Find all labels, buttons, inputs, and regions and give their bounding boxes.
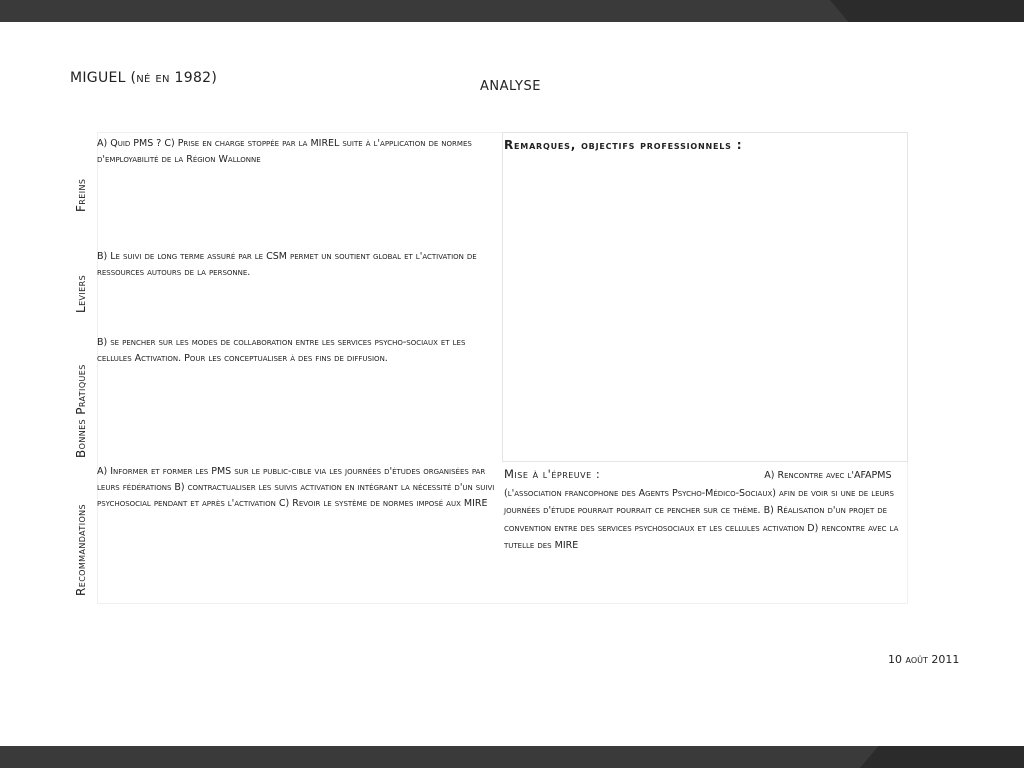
mise-a-lepreuve-text: A) Rencontre avec l'AFAPMS (l'association francophone des Agents Psycho-Médico-Sociaux) afin de voir si une de leurs journées d'étude pourrait pourrait ce pencher sur ce thème. B) Réalisation d'un projet de convention entre des services psychosociaux et les cellules activation D) rencontre avec la tutelle des MIRE bbox=[504, 470, 899, 551]
person-name: MIGUEL (né en 1982) bbox=[70, 70, 218, 86]
row-label-recommandations: Recommandations bbox=[74, 503, 88, 596]
footer-date: 10 août 2011 bbox=[888, 653, 960, 666]
remarks-heading: Remarques, objectifs professionnels : bbox=[504, 138, 743, 152]
top-bar-shade bbox=[830, 0, 1024, 22]
bonnes-pratiques-text: B) se pencher sur les modes de collaboration entre les services psycho-sociaux et les cellules Activation. Pour les conceptualiser à des fins de diffusion. bbox=[97, 337, 466, 364]
row-label-leviers: Leviers bbox=[74, 274, 88, 313]
row-label-bonnes-pratiques: Bonnes Pratiques bbox=[74, 364, 88, 458]
row-label-freins: Freins bbox=[74, 178, 88, 212]
bottom-bar-shade bbox=[860, 746, 1024, 768]
mise-a-lepreuve-heading: Mise à l'épreuve : bbox=[504, 467, 601, 481]
leviers-text: B) Le suivi de long terme assuré par le CSM permet un soutient global et l'activation de ressources autours de la personne. bbox=[97, 251, 477, 278]
top-decorative-bar bbox=[0, 0, 1024, 22]
bottom-decorative-bar bbox=[0, 746, 1024, 768]
recommandations-text: A) Informer et former les PMS sur le public-cible via les journées d'études organisées par leurs fédérations B) contractualiser les suivis activation en intégrant la nécessité d'un suivi psychosocial pendant et après l'activation C) Revoir le système de normes imposé aux MIRE bbox=[97, 466, 495, 509]
remarks-box bbox=[502, 132, 908, 462]
mise-a-lepreuve-block bbox=[504, 466, 906, 555]
page-title: ANALYSE bbox=[480, 79, 541, 94]
freins-text: A) Quid PMS ? C) Prise en charge stoppée par la MIREL suite à l'application de normes d'employabilité de la Région Wallonne bbox=[97, 138, 472, 165]
